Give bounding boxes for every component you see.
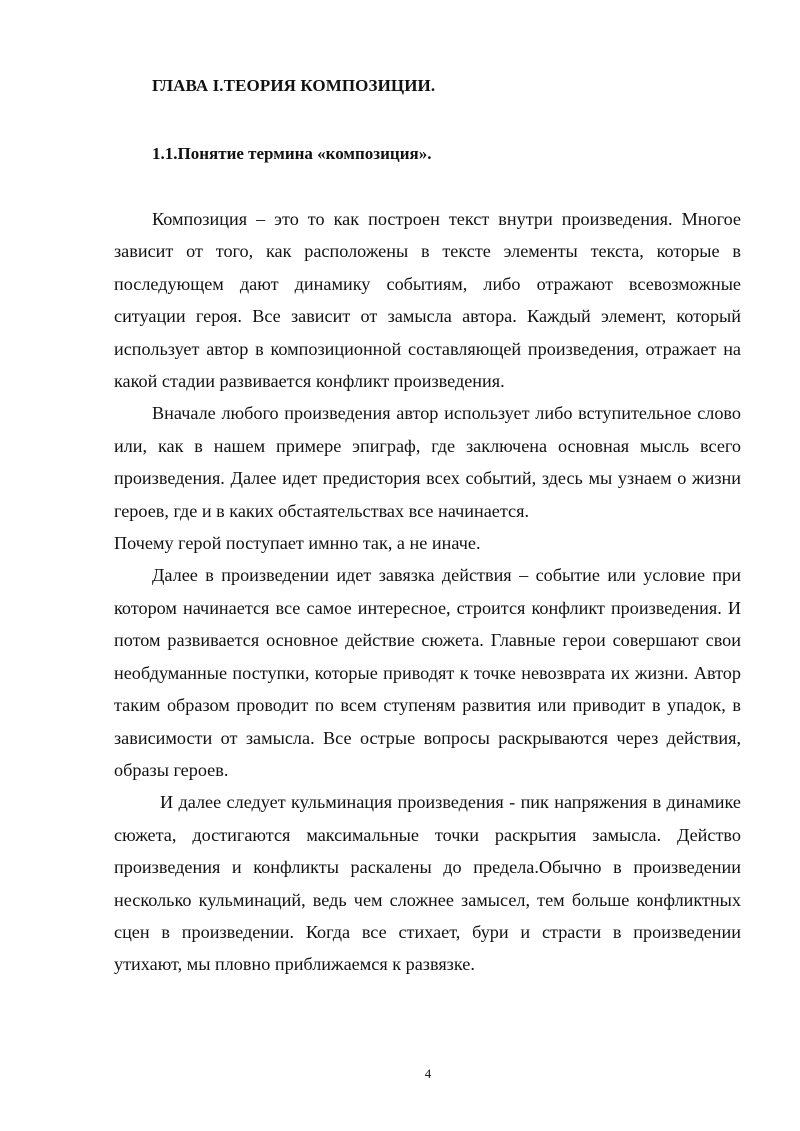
paragraph-climax: И далее следует кульминация произведения - пик напряжения в динамике сюжета, достигаются максимальные точки раскрытия замысла. Действо произведения и конфликты раскалены до предела.Обычно в произведении несколько кульминаций, ведь чем сложнее замысел, тем больше конфликтных сцен в произведении. Когда все стихает, бури и страсти в произведении утихают, мы пловно приближаемся к развязке. (114, 792, 741, 975)
paragraph-beginning: Вначале любого произведения автор использует либо вступительное слово или, как в нашем примере эпиграф, где заключена основная мысль всего произведения. Далее идет предистория всех событий, здесь мы узнаем о жизни героев, где и в каких обстаятельствах все начинается. (114, 403, 741, 521)
body-text (114, 203, 741, 981)
paragraph-hero-question: Почему герой поступает имнно так, а не иначе. (114, 533, 481, 554)
section-title: 1.1.Понятие термина «композиция». (152, 144, 432, 163)
page-number: 4 (424, 1066, 432, 1081)
chapter-title: ГЛАВА I.ТЕОРИЯ КОМПОЗИЦИИ. (152, 76, 436, 95)
paragraph-plot-development: Далее в произведении идет завязка действия – событие или условие при котором начинается все самое интересное, строится конфликт произведения. И потом развивается основное действие сюжета. Главные герои совершают свои необдуманные поступки, которые приводят к точке невозврата их жизни. Автор таким образом проводит по всем ступеням развития или приводит в упадок, в зависимости от замысла. Все острые вопросы раскрываются через действия, образы героев. (114, 565, 741, 780)
paragraph-composition-definition: Композиция – это то как построен текст внутри произведения. Многое зависит от того, как расположены в тексте элементы текста, которые в последующем дают динамику событиям, либо отражают всевозможные ситуации героя. Все зависит от замысла автора. Каждый элемент, который использует автор в композиционной составляющей произведения, отражает на какой стадии развивается конфликт произведения. (114, 209, 741, 392)
